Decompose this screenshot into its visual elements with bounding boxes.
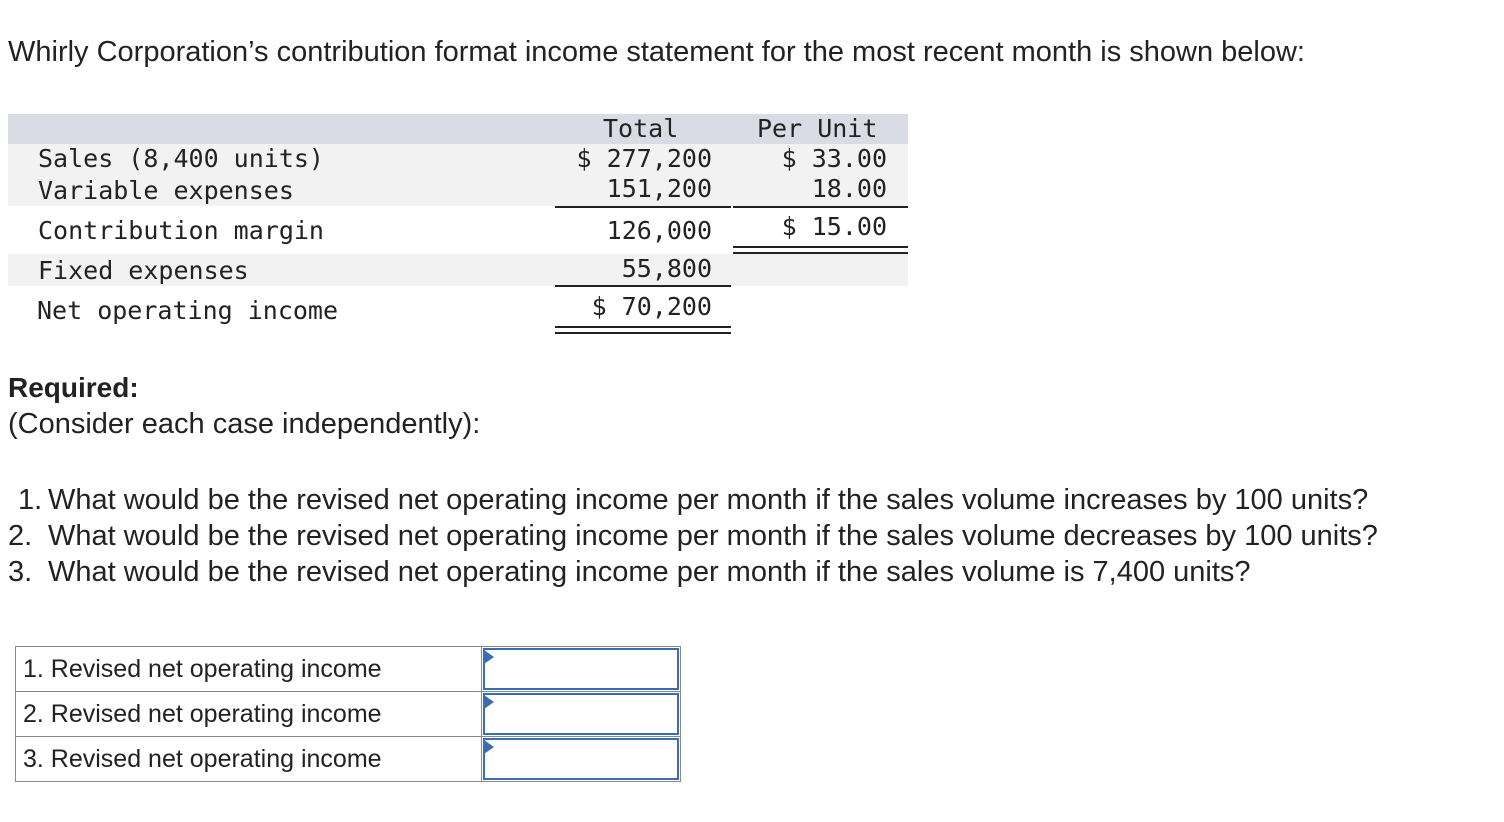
answer-label: 3. Revised net operating income [16, 737, 482, 782]
row-label-noi: Net operating income [37, 296, 339, 325]
answer-2-input[interactable] [483, 693, 679, 735]
question-item [8, 482, 1378, 518]
row-label-fixed: Fixed expenses [38, 256, 249, 285]
header-per-unit: Per Unit [757, 114, 878, 143]
answer-1-input[interactable] [483, 648, 679, 690]
question-number: 3. [8, 556, 33, 588]
question-list [8, 482, 1378, 590]
answer-cell [482, 692, 681, 737]
answer-row [16, 737, 681, 782]
double-rule-total-noi [555, 326, 731, 334]
cell-marker-icon [484, 650, 494, 664]
answer-3-input[interactable] [483, 738, 679, 780]
question-item [8, 554, 1378, 590]
cell-marker-icon [484, 695, 494, 709]
cell-marker-icon [484, 740, 494, 754]
answer-cell [482, 647, 681, 692]
row-unit-sales: $ 33.00 [781, 144, 887, 173]
row-label-cm: Contribution margin [38, 216, 324, 245]
question-number: 2. [8, 520, 33, 552]
row-total-variable: 151,200 [606, 174, 712, 203]
answer-table [15, 646, 681, 782]
rule-total-cm [555, 206, 731, 208]
row-unit-variable: 18.00 [811, 174, 887, 203]
row-unit-cm: $ 15.00 [781, 212, 887, 241]
question-item [8, 518, 1378, 554]
income-statement [0, 0, 1504, 360]
rule-total-noi [555, 285, 731, 287]
double-rule-unit-cm [733, 246, 908, 254]
required-note: (Consider each case independently): [8, 408, 481, 440]
question-text: What would be the revised net operating income per month if the sales volume is 7,400 units? [48, 556, 1251, 588]
answer-cell [482, 737, 681, 782]
row-label-sales: Sales (8,400 units) [38, 144, 324, 173]
row-total-cm: 126,000 [606, 216, 712, 245]
answer-label: 2. Revised net operating income [16, 692, 482, 737]
answer-row [16, 647, 681, 692]
row-total-fixed: 55,800 [621, 254, 712, 283]
row-total-sales: $ 277,200 [576, 144, 712, 173]
answer-row [16, 692, 681, 737]
answer-label: 1. Revised net operating income [16, 647, 482, 692]
row-total-noi: $ 70,200 [591, 292, 712, 321]
required-heading: Required: [8, 372, 139, 403]
row-label-variable: Variable expenses [38, 176, 294, 205]
question-text: What would be the revised net operating income per month if the sales volume increases by 100 units? [48, 484, 1369, 516]
header-total: Total [603, 114, 679, 143]
question-number: 1. [18, 484, 43, 516]
intro-text: Whirly Corporation’s contribution format income statement for the most recent month is shown below: [8, 36, 1305, 68]
question-text: What would be the revised net operating income per month if the sales volume decreases by 100 units? [48, 520, 1378, 552]
rule-unit-cm [733, 206, 908, 208]
